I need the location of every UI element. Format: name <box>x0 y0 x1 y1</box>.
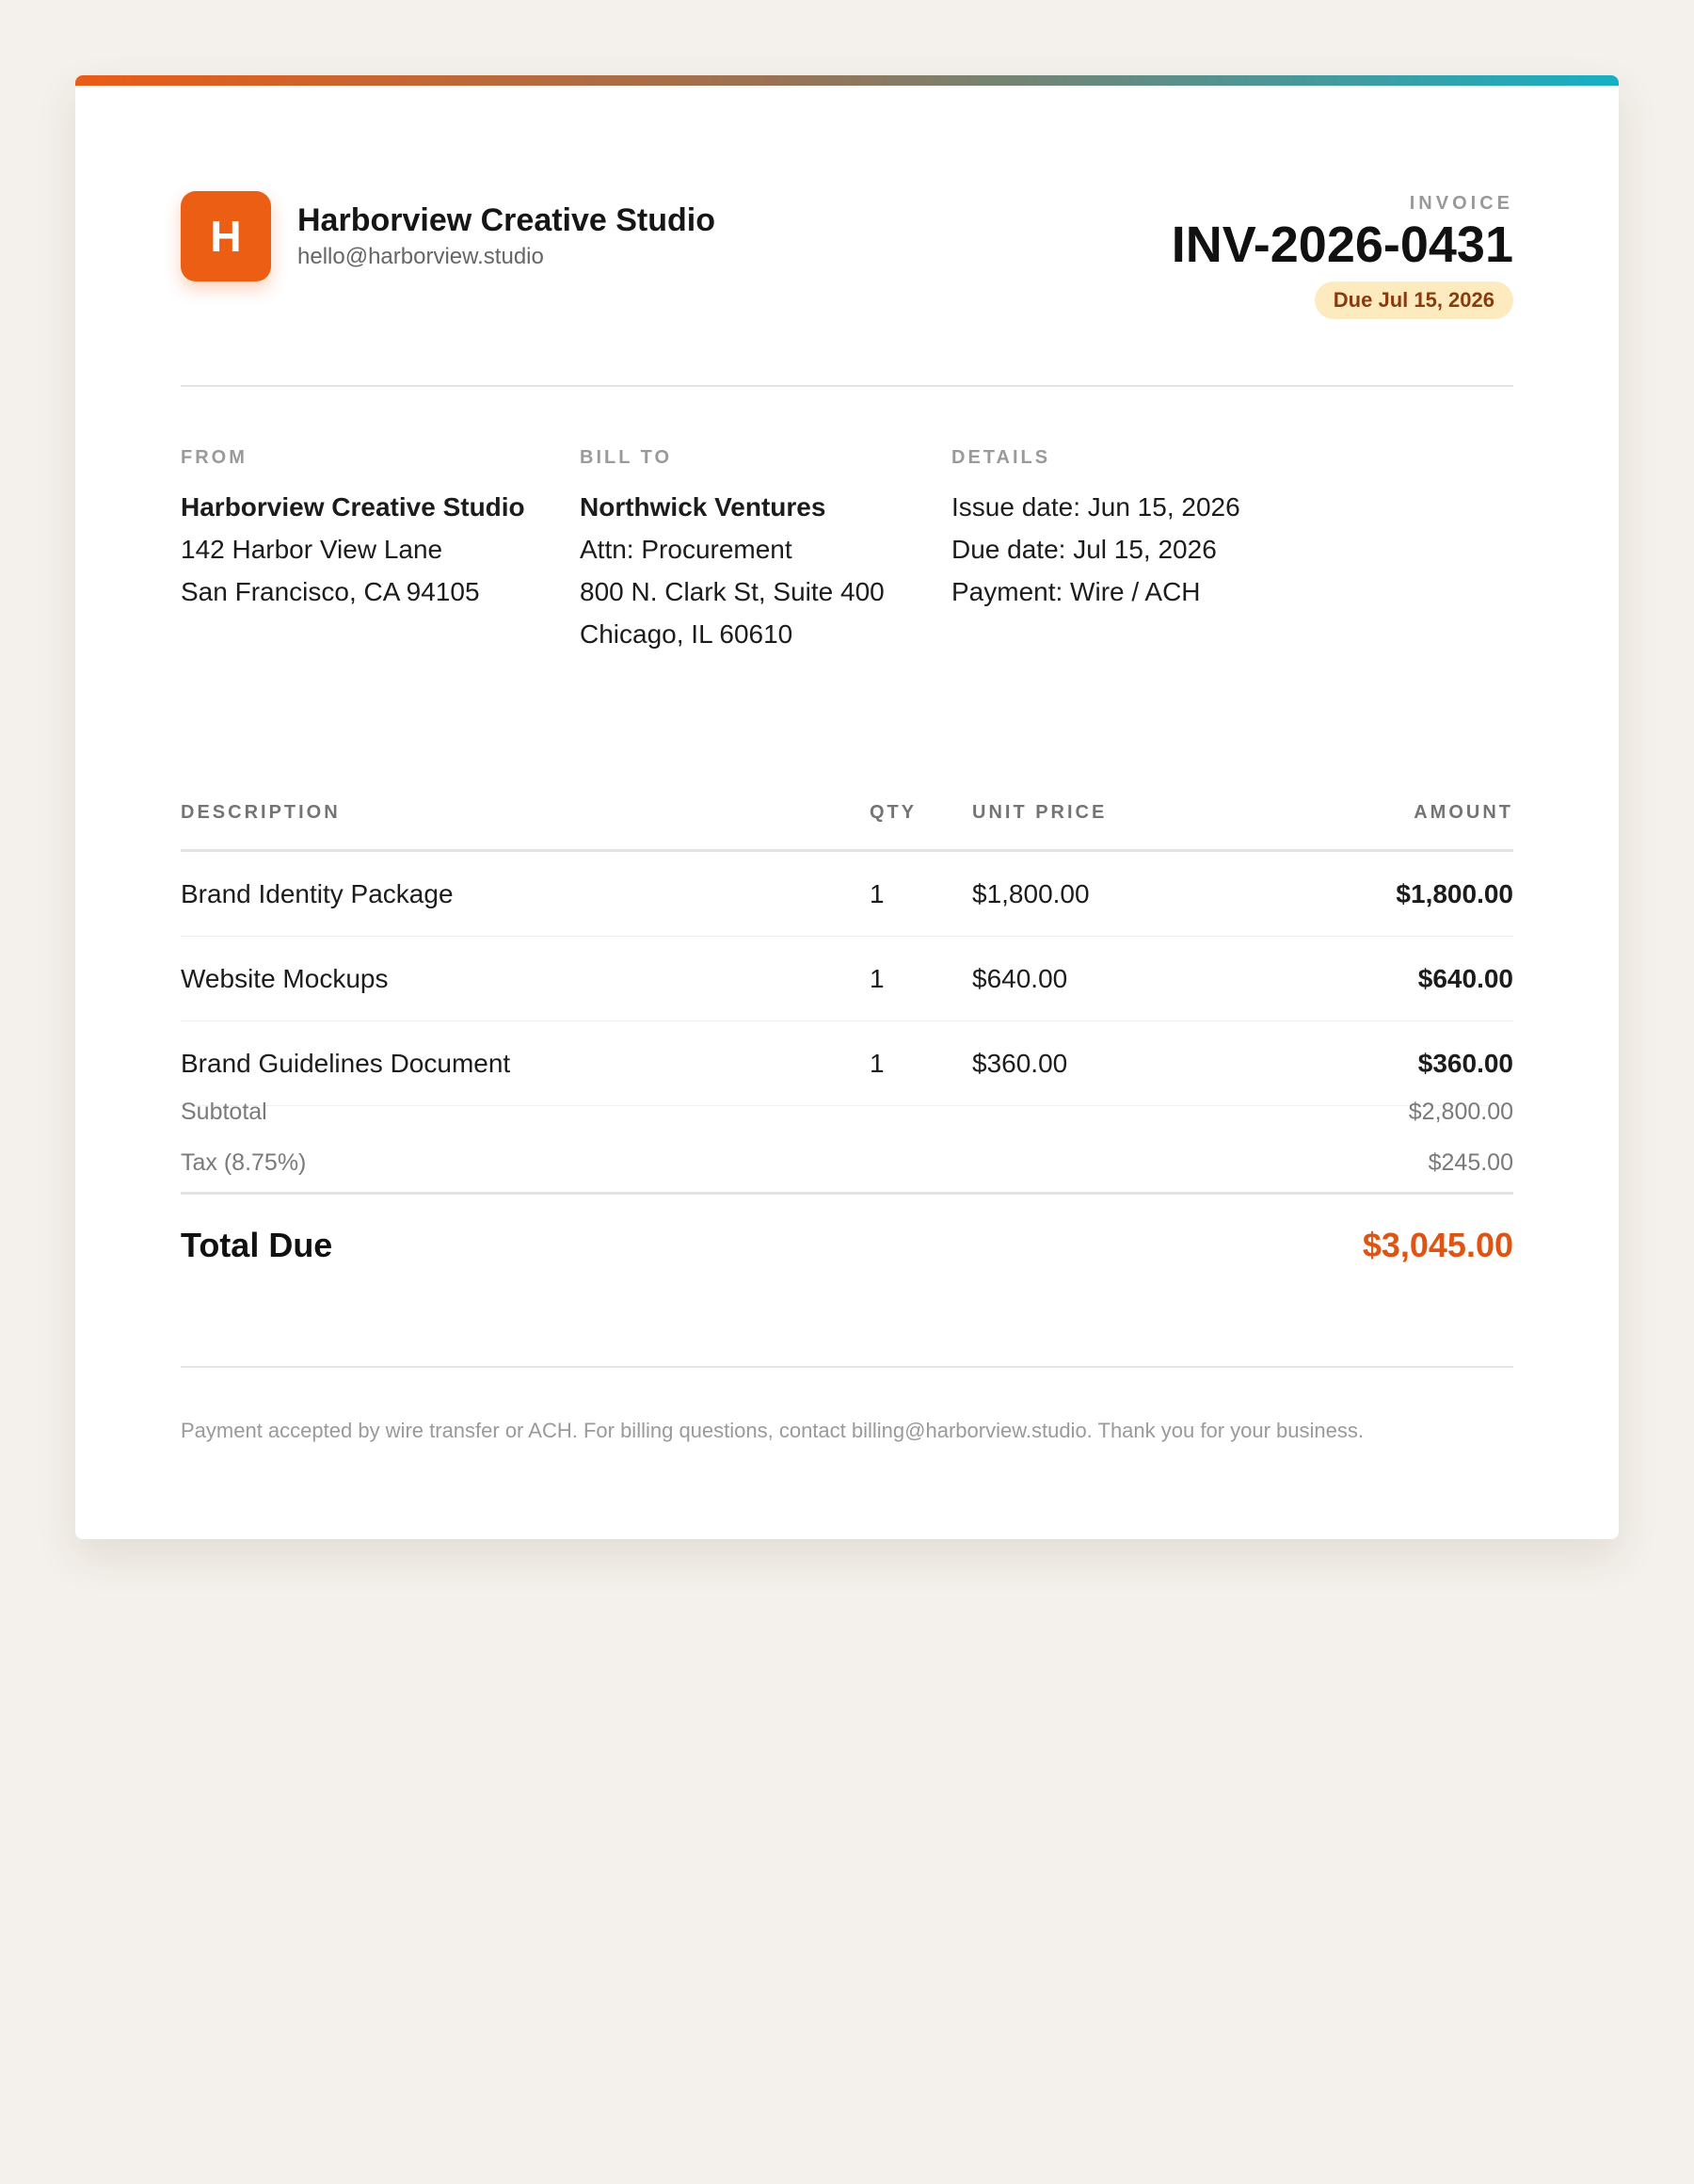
due-date: Due date: Jul 15, 2026 <box>951 535 1217 564</box>
subtotal-value: $2,800.00 <box>1408 1099 1513 1125</box>
subtotal-label: Subtotal <box>181 1099 267 1125</box>
bill-to-name: Northwick Ventures <box>580 492 826 522</box>
from-name: Harborview Creative Studio <box>181 492 525 522</box>
footer-divider <box>181 1366 1513 1368</box>
bill-to-line3: Chicago, IL 60610 <box>580 619 793 649</box>
item-description: Brand Identity Package <box>181 879 454 908</box>
item-unit-price: $640.00 <box>972 964 1068 993</box>
brand-email: hello@harborview.studio <box>297 244 544 269</box>
header-qty: QTY <box>870 802 918 823</box>
item-amount: $640.00 <box>1417 964 1513 993</box>
footer-note: Payment accepted by wire transfer or ACH. For billing questions, contact billing@harborview.studio. Thank you for your business. <box>181 1419 1364 1442</box>
issue-date: Issue date: Jun 15, 2026 <box>951 492 1240 522</box>
invoice-number: INV-2026-0431 <box>1171 217 1513 273</box>
tax-value: $245.00 <box>1428 1149 1513 1176</box>
header-unit-price: UNIT PRICE <box>972 802 1108 823</box>
item-amount: $360.00 <box>1417 1049 1513 1078</box>
invoice-card <box>75 75 1619 1539</box>
item-qty: 1 <box>870 879 885 908</box>
table-row <box>181 937 1513 1021</box>
bill-to-line1: Attn: Procurement <box>580 535 792 564</box>
total-value: $3,045.00 <box>1362 1226 1513 1264</box>
item-qty: 1 <box>870 964 885 993</box>
subtotal-row <box>181 1098 1513 1126</box>
item-unit-price: $360.00 <box>972 1049 1068 1078</box>
bill-to-section <box>580 445 885 655</box>
payment-method: Payment: Wire / ACH <box>951 577 1201 606</box>
total-row <box>181 1224 1513 1275</box>
table-row <box>181 1021 1513 1106</box>
brand-logo-icon: H <box>181 191 271 281</box>
invoice-meta <box>1172 191 1513 319</box>
table-row <box>181 852 1513 937</box>
details-label: DETAILS <box>951 447 1051 468</box>
item-amount: $1,800.00 <box>1396 879 1513 908</box>
bill-to-line2: 800 N. Clark St, Suite 400 <box>580 577 885 606</box>
header-divider <box>181 385 1513 387</box>
brand-text <box>297 201 715 271</box>
total-divider <box>181 1192 1513 1195</box>
due-date-badge: Due Jul 15, 2026 <box>1315 281 1513 319</box>
tax-row <box>181 1148 1513 1177</box>
invoice-label: INVOICE <box>1409 193 1513 214</box>
invoice-content <box>181 75 1513 1539</box>
from-section <box>181 445 525 613</box>
from-address-line1: 142 Harbor View Lane <box>181 535 443 564</box>
total-label: Total Due <box>181 1226 333 1264</box>
item-qty: 1 <box>870 1049 885 1078</box>
from-address-line2: San Francisco, CA 94105 <box>181 577 480 606</box>
line-items-table <box>181 786 1513 1106</box>
table-header <box>181 786 1513 852</box>
tax-label: Tax (8.75%) <box>181 1149 307 1176</box>
item-unit-price: $1,800.00 <box>972 879 1090 908</box>
item-description: Brand Guidelines Document <box>181 1049 511 1078</box>
bill-to-label: BILL TO <box>580 447 673 468</box>
header-description: DESCRIPTION <box>181 802 341 823</box>
brand-name: Harborview Creative Studio <box>297 202 716 238</box>
brand-header <box>181 191 715 281</box>
header-amount: AMOUNT <box>1414 802 1513 823</box>
item-description: Website Mockups <box>181 964 389 993</box>
details-section <box>951 445 1240 613</box>
from-label: FROM <box>181 447 248 468</box>
